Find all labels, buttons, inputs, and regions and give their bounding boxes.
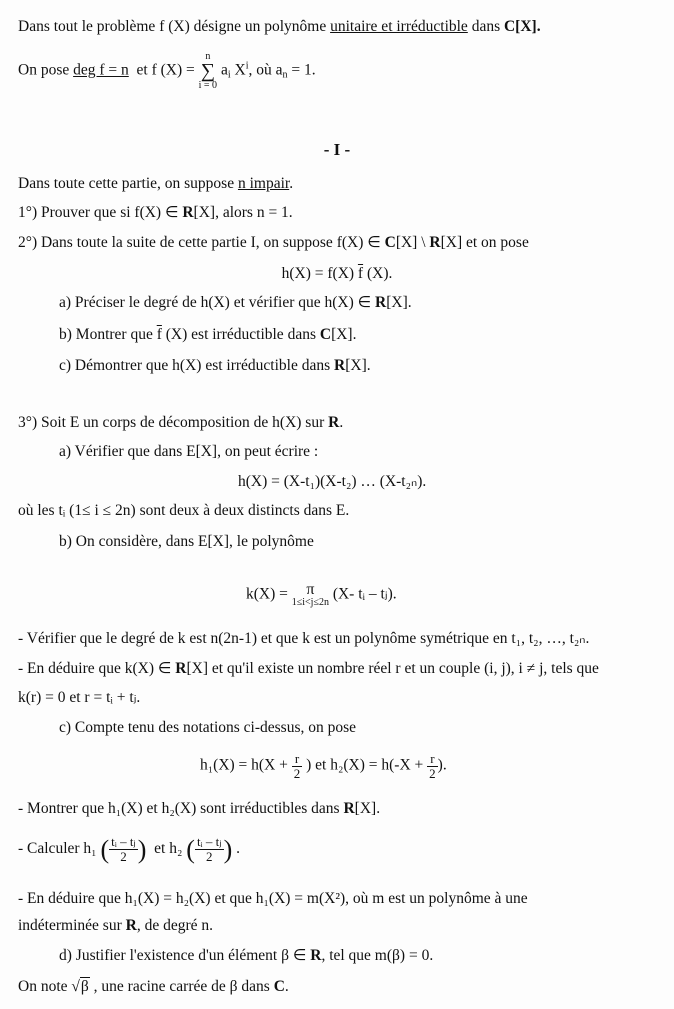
question-3c: c) Compte tenu des notations ci-dessus, on pose [59,719,357,736]
question-1: 1°) Prouver que si f(X) ∈ R[X], alors n = 1. [18,204,293,221]
section-title: - I - [323,140,351,159]
fraction-r-over-2: $\frac{r}{2}$ [429,751,436,781]
question-3c-3: - En déduire que h₁(X) = h₂(X) et que h₁(X) = m(X²), où m est un polynôme à une [18,890,528,907]
question-3b-1: - Vérifier que le degré de k est n(2n-1) et que k est un polynôme symétrique en t₁, t₂, …, t₂ₙ. [18,630,590,647]
formula-k: k(X) = π 1≤i<j≤2n (X- tᵢ – tⱼ). [246,581,397,608]
formula-h: h(X) = f(X) $\overline{f}$ (X). [281,265,393,282]
question-2: 2°) Dans toute la suite de cette partie I, on suppose f(X) ∈ C[X] \ R[X] et on pose [18,234,529,251]
intro-line-2: On pose deg f = n et f (X) = n ∑ i = 0 $a_i$ $X^i$, où $a_n = 1$. [18,51,316,91]
formula-h1-h2: h₁(X) = h(X + $\frac{r}{2}$ ) et h₂(X) = h(-X + $\frac{r}{2}$ ). [200,751,447,781]
hypothesis: Dans toute cette partie, on suppose n impair. [18,175,294,192]
sum-operator: n ∑ i = 0 [198,51,218,91]
question-3c-3-cont: indéterminée sur R, de degré n. [18,917,213,934]
question-3c-1: - Montrer que h₁(X) et h₂(X) sont irréductibles dans R[X]. [18,800,381,817]
question-3b-2: - En déduire que k(X) ∈ R[X] et qu'il existe un nombre réel r et un couple (i, j), i ≠ j, tels que [18,660,599,677]
question-3c-2: - Calculer h₁ ( $\frac{\text{tᵢ – tⱼ}}{2}$ ) et h₂ ( $\frac{\text{tᵢ – tⱼ}}{2}$ ) . [18,834,240,865]
fraction-ti-minus-tj: $\frac{\text{tᵢ – tⱼ}}{2}$ [196,834,222,865]
intro-line-1: Dans tout le problème f (X) désigne un polynôme unitaire et irréductible dans C[X]. [18,18,541,35]
question-3d: d) Justifier l'existence d'un élément β ∈ R, tel que m(β) = 0. [59,947,434,964]
note-sqrt-beta: On note √β , une racine carrée de β dans C. [18,978,289,995]
question-2a: a) Préciser le degré de h(X) et vérifier que h(X) ∈ R[X]. [59,294,412,311]
question-3a: a) Vérifier que dans E[X], on peut écrire : [59,443,319,460]
question-2c: c) Démontrer que h(X) est irréductible dans R[X]. [59,357,371,374]
question-3b-3: k(r) = 0 et r = tᵢ + tⱼ. [18,689,141,706]
question-3b: b) On considère, dans E[X], le polynôme [59,533,314,550]
question-2b: b) Montrer que $\overline{f}$ (X) est irréductible dans C[X]. [59,326,357,343]
fraction-r-over-2: $\frac{r}{2}$ [293,751,301,781]
question-3: 3°) Soit E un corps de décomposition de h(X) sur R. [18,414,344,431]
fraction-ti-minus-tj: $\frac{\text{tᵢ – tⱼ}}{2}$ [111,834,136,865]
roots-distinct-note: où les tᵢ (1≤ i ≤ 2n) sont deux à deux distincts dans E. [18,502,350,519]
formula-h-factored: h(X) = (X-t₁)(X-t₂) … (X-t₂ₙ). [238,473,427,490]
product-operator: π 1≤i<j≤2n [291,581,329,608]
sqrt-beta: √β [71,978,89,995]
